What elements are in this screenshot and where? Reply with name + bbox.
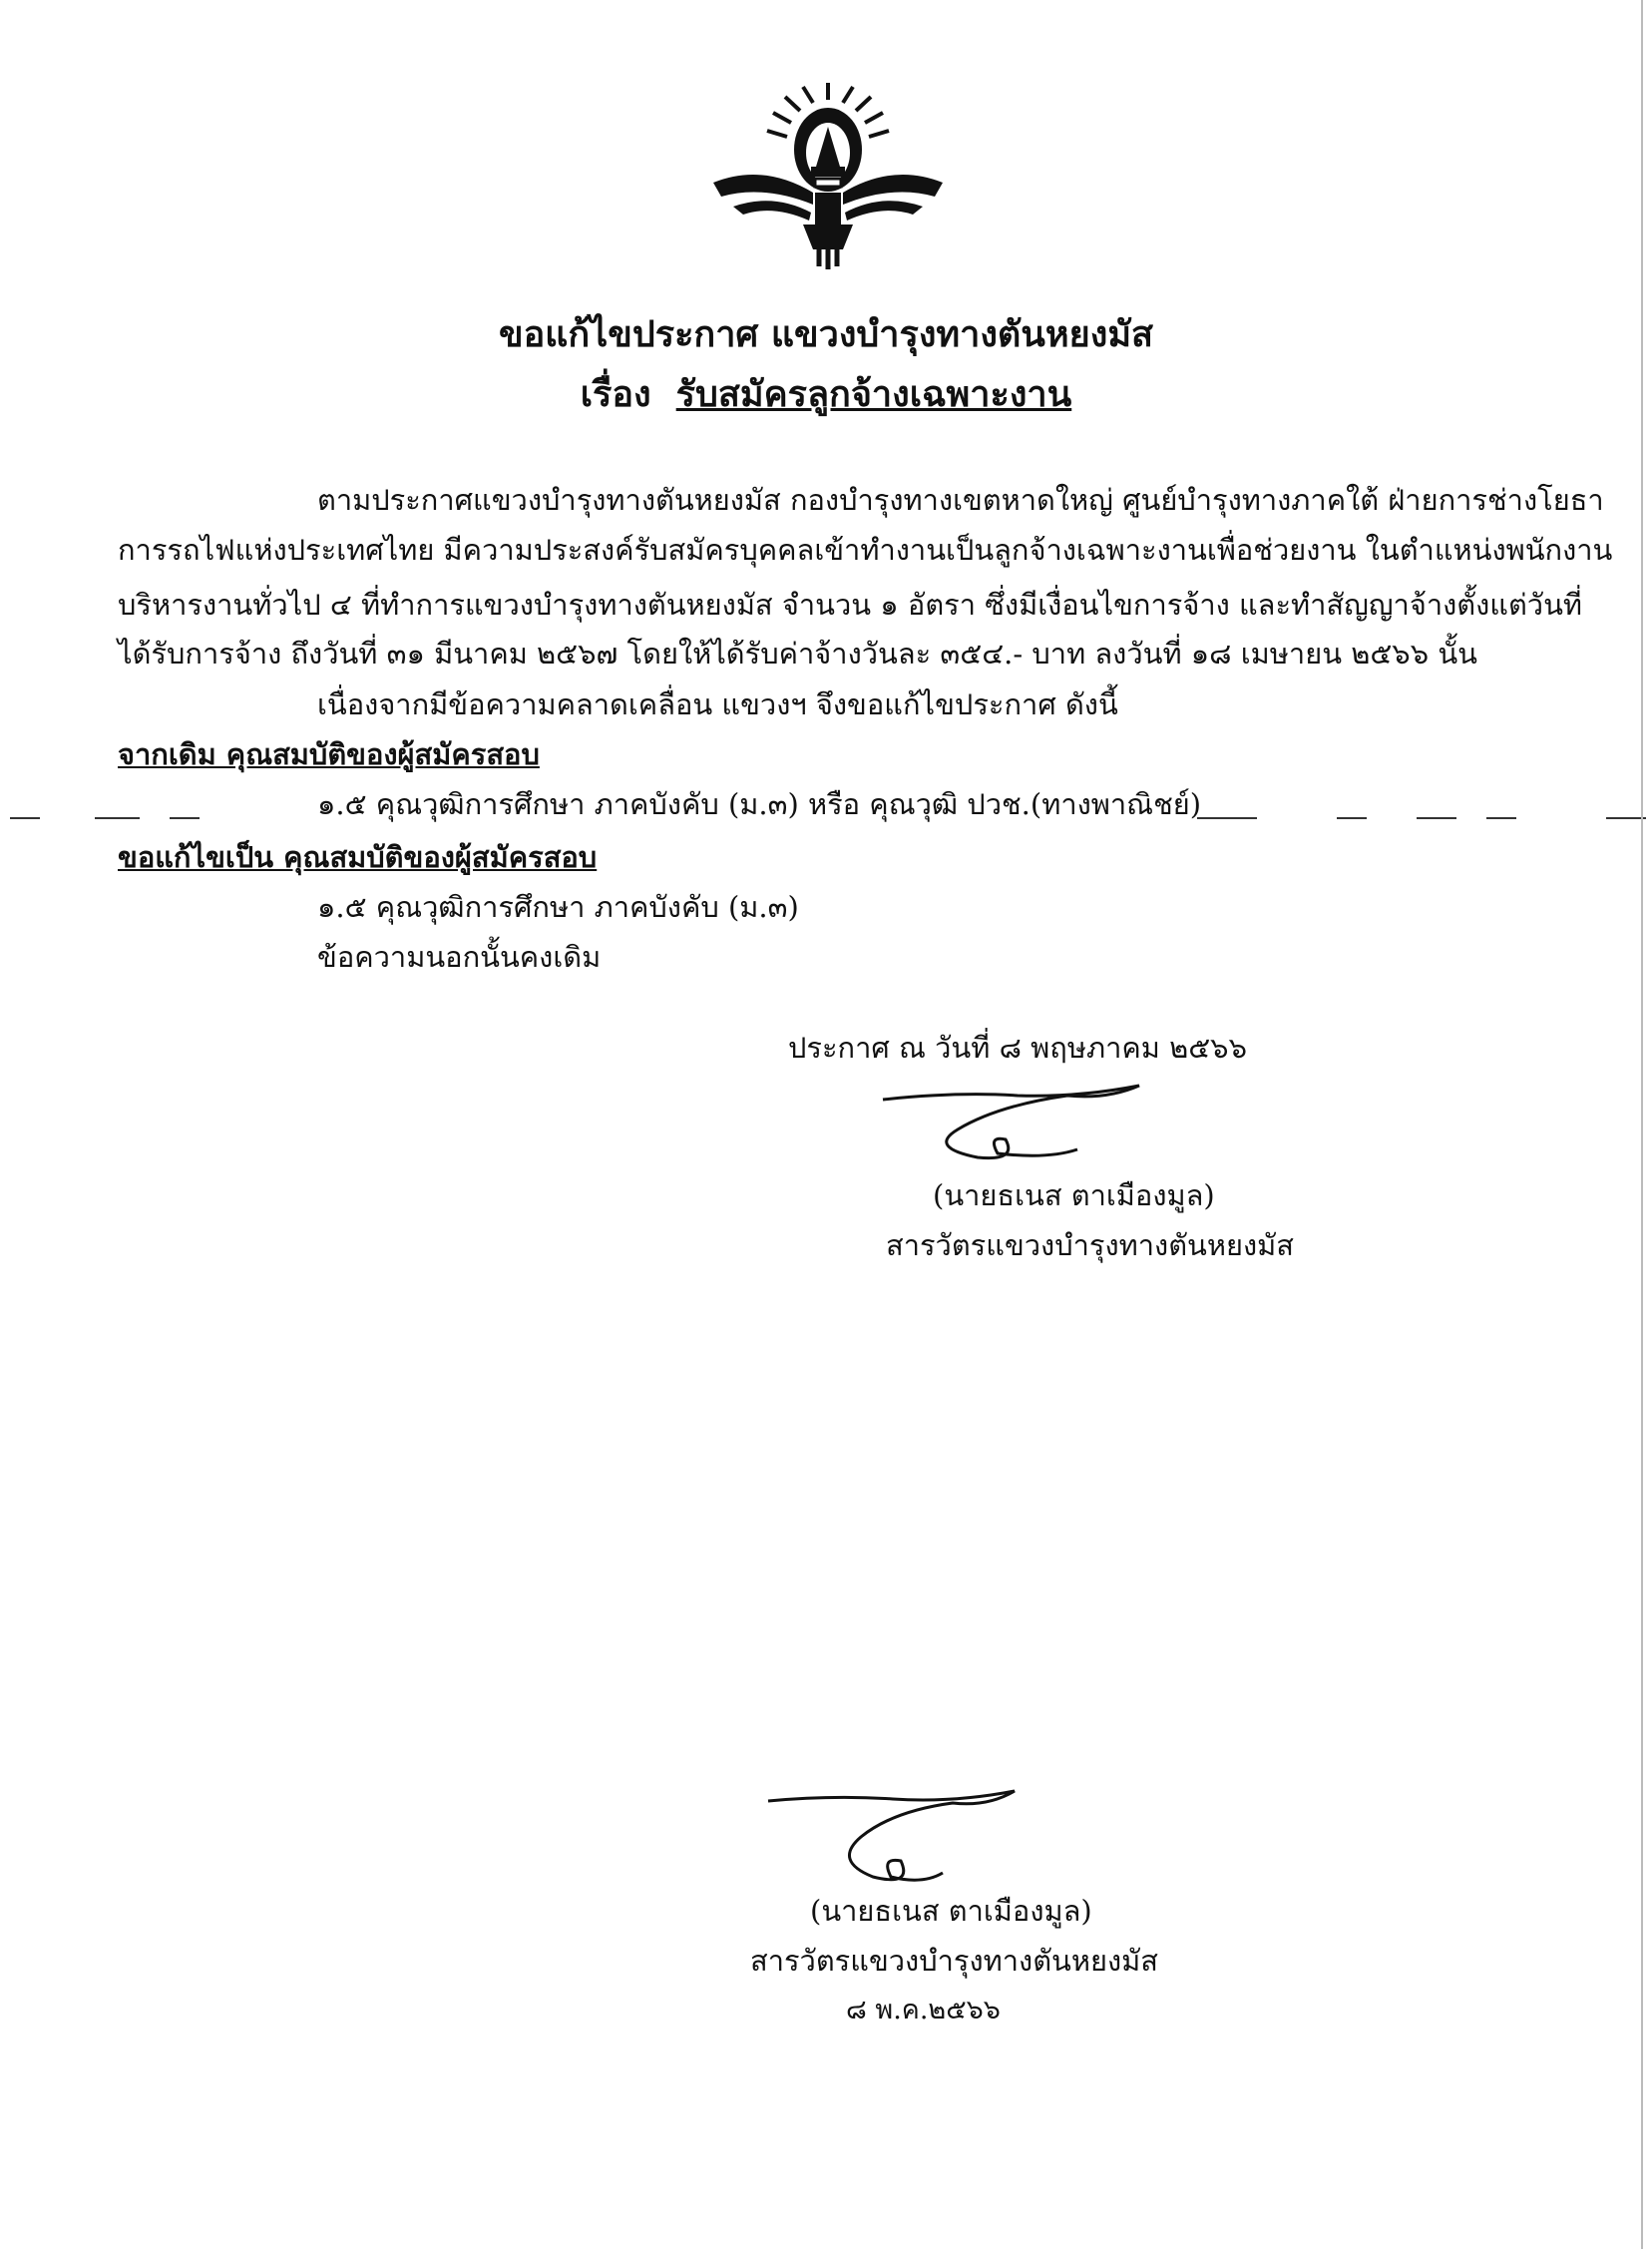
document-subject [0,365,1652,422]
original-item: ๑.๕ คุณวุฒิการศึกษา ภาคบังคับ (ม.๓) หรือ คุณวุฒิ ปวช.(ทางพาณิชย์) [317,787,1202,821]
signature-2-icon [763,1781,1023,1891]
scan-artifact-dashes [0,808,1652,828]
scan-edge-line [1641,0,1643,2249]
signature-2-date: ๘ พ.ค.๒๕๖๖ [846,1995,1001,2025]
remainder-text: ข้อความนอกนั้นคงเดิม [317,940,602,974]
paragraph-line-3: บริหารงานทั่วไป ๔ ที่ทำการแขวงบำรุงทางตันหยงมัส จำนวน ๑ อัตรา ซึ่งมีเงื่อนไขการจ้าง และทำสัญญาจ้างตั้งแต่วันที่ [118,588,1583,622]
announcement-date: ประกาศ ณ วันที่ ๘ พฤษภาคม ๒๕๖๖ [788,1031,1247,1065]
subject-text: รับสมัครลูกจ้างเฉพาะงาน [675,373,1072,415]
original-heading: จากเดิม คุณสมบัติของผู้สมัครสอบ [118,737,540,771]
signature-1-icon [878,1078,1147,1167]
state-railway-emblem-icon [703,75,953,269]
corrected-heading: ขอแก้ไขเป็น คุณสมบัติของผู้สมัครสอบ [118,840,598,874]
paragraph-line-1: ตามประกาศแขวงบำรุงทางตันหยงมัส กองบำรุงทางเขตหาดใหญ่ ศูนย์บำรุงทางภาคใต้ ฝ่ายการช่างโยธา [317,483,1604,517]
signature-2-position: สารวัตรแขวงบำรุงทางตันหยงมัส [750,1944,1158,1978]
signature-1-position: สารวัตรแขวงบำรุงทางตันหยงมัส [886,1228,1294,1262]
corrected-item: ๑.๕ คุณวุฒิการศึกษา ภาคบังคับ (ม.๓) [317,890,799,924]
signature-2-name: (นายธเนส ตาเมืองมูล) [810,1894,1092,1928]
subject-prefix: เรื่อง [580,373,651,415]
signature-1-name: (นายธเนส ตาเมืองมูล) [933,1178,1215,1212]
paragraph-line-2: การรถไฟแห่งประเทศไทย มีความประสงค์รับสมัครบุคคลเข้าทำงานเป็นลูกจ้างเฉพาะงานเพื่อช่วยงาน ในตำแหน่งพนักงาน [118,533,1613,567]
reason-line: เนื่องจากมีข้อความคลาดเคลื่อน แขวงฯ จึงขอแก้ไขประกาศ ดังนี้ [317,687,1118,721]
paragraph-line-4: ได้รับการจ้าง ถึงวันที่ ๓๑ มีนาคม ๒๕๖๗ โดยให้ได้รับค่าจ้างวันละ ๓๕๔.- บาท ลงวันที่ ๑๘ เมษายน ๒๕๖๖ นั้น [118,637,1477,671]
document-title: ขอแก้ไขประกาศ แขวงบำรุงทางตันหยงมัส [498,313,1154,355]
